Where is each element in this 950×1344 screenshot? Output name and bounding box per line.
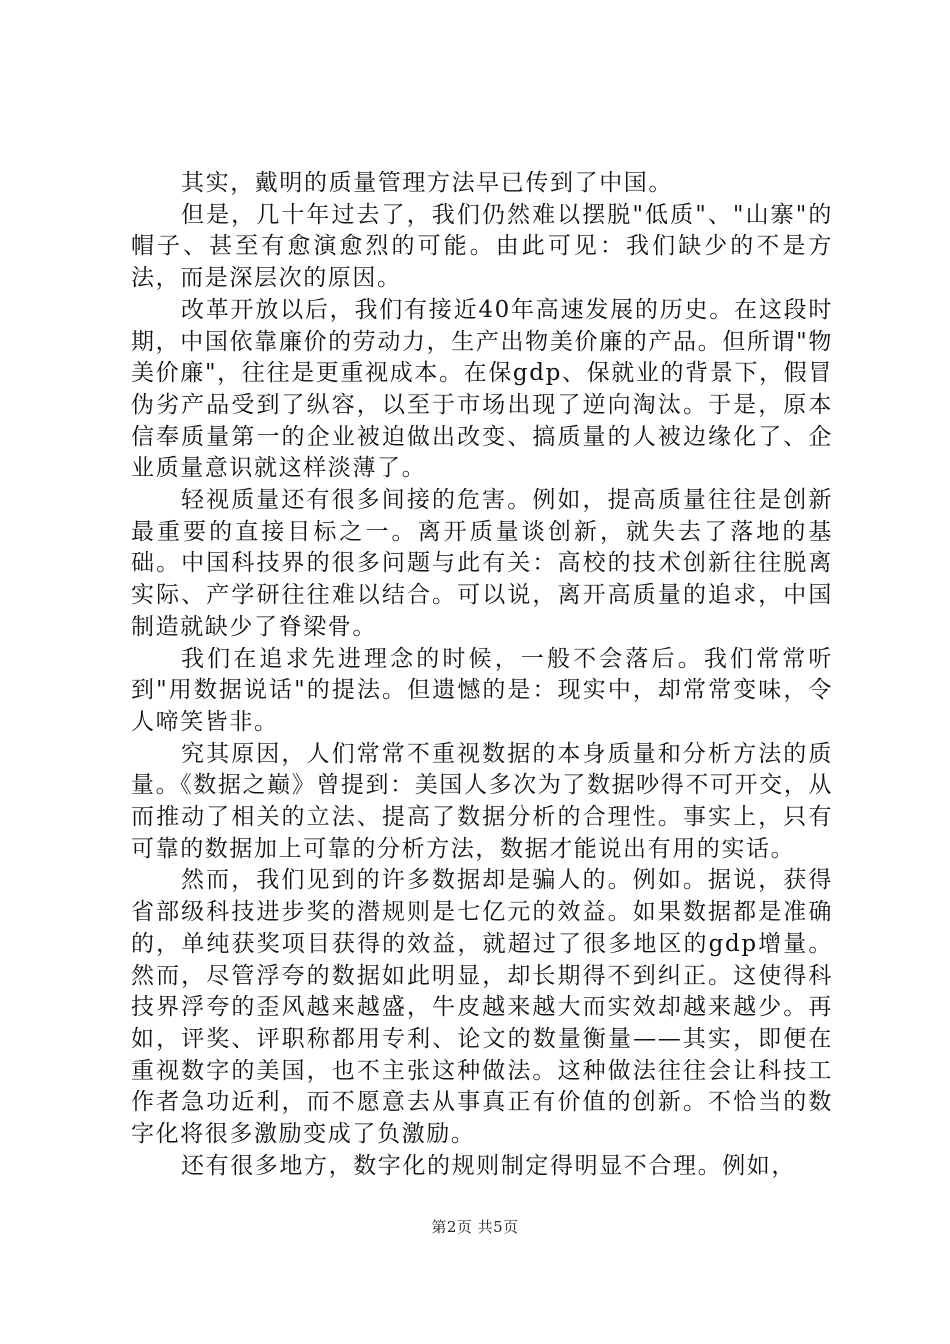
paragraph: 究其原因，人们常常不重视数据的本身质量和分析方法的质量。《数据之巅》曾提到：美国人多次为了数据吵得不可开交，从而推动了相关的立法、提高了数据分析的合理性。事实上，只有可靠的数据加上可靠的分析方法，数据才能说出有用的实话。 <box>131 740 833 862</box>
paragraph: 改革开放以后，我们有接近40年高速发展的历史。在这段时期，中国依靠廉价的劳动力，生产出物美价廉的产品。但所谓"物美价廉"，往往是更重视成本。在保gdp、保就业的背景下，假冒伪劣产品受到了纵容，以至于市场出现了逆向淘汰。于是，原本信奉质量第一的企业被迫做出改变、搞质量的人被边缘化了、企业质量意识就这样淡薄了。 <box>131 296 833 482</box>
body-text <box>131 168 833 1183</box>
page-number-footer: 第2页 共5页 <box>431 1218 519 1236</box>
paragraph: 其实，戴明的质量管理方法早已传到了中国。 <box>181 170 673 196</box>
paragraph: 我们在追求先进理念的时候，一般不会落后。我们常常听到"用数据说话"的提法。但遗憾的是：现实中，却常常变味，令人啼笑皆非。 <box>131 645 833 735</box>
paragraph: 还有很多地方，数字化的规则制定得明显不合理。例如， <box>181 1152 796 1179</box>
paragraph: 然而，我们见到的许多数据却是骗人的。例如。据说，获得省部级科技进步奖的潜规则是七亿元的效益。如果数据都是准确的，单纯获奖项目获得的效益，就超过了很多地区的gdp增量。然而，尽管浮夸的数据如此明显，却长期得不到纠正。这使得科技界浮夸的歪风越来越盛，牛皮越来越大而实效却越来越少。再如，评奖、评职称都用专利、论文的数量衡量——其实，即便在重视数字的美国，也不主张这种做法。这种做法往往会让科技工作者急功近利，而不愿意去从事真正有价值的创新。不恰当的数字化将很多激励变成了负激励。 <box>131 867 833 1148</box>
paragraph: 但是，几十年过去了，我们仍然难以摆脱"低质"、"山寨"的帽子、甚至有愈演愈烈的可能。由此可见：我们缺少的不是方法，而是深层次的原因。 <box>131 201 833 292</box>
paragraph: 轻视质量还有很多间接的危害。例如，提高质量往往是创新最重要的直接目标之一。离开质量谈创新，就失去了落地的基础。中国科技界的很多问题与此有关：高校的技术创新往往脱离实际、产学研往往难以结合。可以说，离开高质量的追求，中国制造就缺少了脊梁骨。 <box>131 487 833 640</box>
